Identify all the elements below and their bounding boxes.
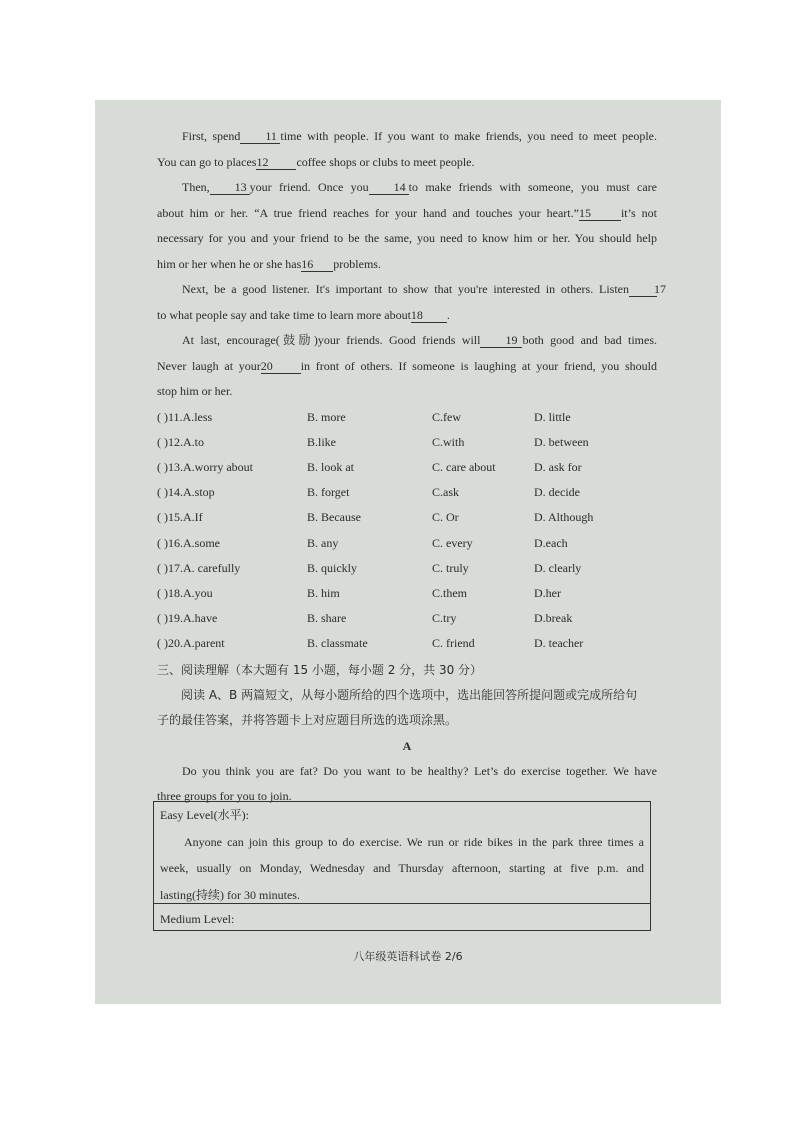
blank-12: 12 bbox=[256, 155, 296, 170]
blank-17: 17 bbox=[629, 282, 657, 297]
option-c: C.try bbox=[432, 611, 457, 626]
question-row bbox=[157, 455, 657, 480]
option-d: D. clearly bbox=[534, 560, 582, 575]
option-c: C.with bbox=[432, 434, 465, 449]
passage-line: At last, encourage(鼓励)your friends. Good friends will 19 both good and bad times. bbox=[182, 333, 657, 347]
option-c: C. care about bbox=[432, 459, 496, 474]
option-d: D. little bbox=[534, 409, 571, 424]
exam-page bbox=[95, 100, 721, 1004]
passage-line: three groups for you to join. bbox=[157, 789, 292, 804]
option-c: C. truly bbox=[432, 560, 469, 575]
option-b: B. forget bbox=[307, 485, 350, 500]
passage-line: necessary for you and your friend to be the same, you need to know him or her. You should help bbox=[157, 231, 657, 245]
instruction-line: 阅读 A、B 两篇短文，从每小题所给的四个选项中，选出能回答所提问题或完成所给句 bbox=[181, 687, 638, 702]
question-stem: ( )11.A.less bbox=[157, 409, 213, 424]
option-b: B. more bbox=[307, 409, 346, 424]
option-d: D. between bbox=[534, 434, 589, 449]
option-d: D.her bbox=[534, 585, 561, 600]
section-title: 三、阅读理解（本大题有 15 小题，每小题 2 分，共 30 分） bbox=[157, 662, 483, 677]
box-heading: Easy Level(水平): bbox=[160, 808, 249, 822]
question-stem: ( )12.A.to bbox=[157, 434, 204, 449]
question-row bbox=[157, 631, 657, 656]
question-row bbox=[157, 556, 657, 581]
question-stem: ( )16.A.some bbox=[157, 535, 220, 550]
passage-line: about him or her. “A true friend reaches for your hand and touches your heart.”15 it’s not bbox=[157, 205, 657, 220]
question-row bbox=[157, 480, 657, 505]
blank-16: 16 bbox=[301, 257, 333, 272]
option-d: D.break bbox=[534, 611, 573, 626]
option-d: D. teacher bbox=[534, 636, 584, 651]
option-b: B. any bbox=[307, 535, 339, 550]
blank-14: 14 bbox=[369, 180, 409, 195]
question-row bbox=[157, 430, 657, 455]
question-row bbox=[157, 505, 657, 530]
box-line: Anyone can join this group to do exercise. We run or ride bikes in the park three times a bbox=[184, 834, 644, 849]
option-b: B. classmate bbox=[307, 636, 368, 651]
question-row bbox=[157, 606, 657, 631]
box-divider bbox=[154, 903, 650, 904]
passage-line: First, spend 11 time with people. If you want to make friends, you need to meet people. bbox=[182, 129, 657, 143]
option-c: C. every bbox=[432, 535, 473, 550]
option-c: C.them bbox=[432, 585, 467, 600]
passage-line: Next, be a good listener. It's important to show that you're interested in others. Listen 17 bbox=[182, 282, 666, 296]
blank-13: 13 bbox=[210, 180, 250, 195]
option-c: C.few bbox=[432, 409, 461, 424]
option-b: B. him bbox=[307, 585, 340, 600]
option-d: D. decide bbox=[534, 485, 580, 500]
option-d: D. ask for bbox=[534, 459, 582, 474]
passage-line: Then, 13 your friend. Once you 14 to make friends with someone, you must care bbox=[182, 180, 657, 194]
exercise-groups-box bbox=[153, 801, 651, 930]
option-c: C. friend bbox=[432, 636, 475, 651]
option-b: B. quickly bbox=[307, 560, 357, 575]
box-divider bbox=[153, 930, 651, 931]
question-stem: ( )15.A.If bbox=[157, 510, 203, 525]
question-stem: ( )17.A. carefully bbox=[157, 560, 241, 575]
question-stem: ( )20.A.parent bbox=[157, 636, 225, 651]
question-stem: ( )19.A.have bbox=[157, 611, 218, 626]
passage-line: him or her when he or she has16 problems. bbox=[157, 256, 381, 271]
box-line: lasting(持续) for 30 minutes. bbox=[160, 887, 300, 902]
question-stem: ( )14.A.stop bbox=[157, 485, 215, 500]
question-row bbox=[157, 581, 657, 606]
option-c: C.ask bbox=[432, 485, 459, 500]
blank-19: 19 bbox=[480, 333, 522, 348]
option-b: B.like bbox=[307, 434, 336, 449]
passage-line: to what people say and take time to learn more about18 . bbox=[157, 307, 450, 322]
question-row bbox=[157, 405, 657, 430]
blank-20: 20 bbox=[261, 359, 301, 374]
box-heading: Medium Level: bbox=[160, 912, 235, 926]
option-b: B. Because bbox=[307, 510, 361, 525]
blank-15: 15 bbox=[579, 206, 621, 221]
question-stem: ( )13.A.worry about bbox=[157, 459, 253, 474]
passage-line: Never laugh at your20 in front of others. If someone is laughing at your friend, you should bbox=[157, 358, 657, 373]
option-b: B. look at bbox=[307, 459, 354, 474]
option-d: D.each bbox=[534, 535, 568, 550]
question-row bbox=[157, 531, 657, 556]
blank-11: 11 bbox=[240, 129, 280, 144]
blank-18: 18 bbox=[411, 308, 447, 323]
cloze-passage bbox=[157, 100, 666, 810]
page-footer: 八年级英语科试卷 2/6 bbox=[353, 950, 463, 963]
option-c: C. Or bbox=[432, 510, 459, 525]
passage-line: Do you think you are fat? Do you want to be healthy? Let’s do exercise together. We have bbox=[182, 763, 657, 778]
passage-line: stop him or her. bbox=[157, 384, 233, 398]
passage-label: A bbox=[402, 738, 412, 753]
option-d: D. Although bbox=[534, 510, 594, 525]
passage-line: You can go to places12 coffee shops or clubs to meet people. bbox=[157, 154, 475, 169]
question-list bbox=[157, 405, 657, 657]
box-line: week, usually on Monday, Wednesday and Thursday afternoon, starting at five p.m. and bbox=[160, 861, 644, 875]
option-b: B. share bbox=[307, 611, 347, 626]
question-stem: ( )18.A.you bbox=[157, 585, 213, 600]
instruction-line: 子的最佳答案，并将答题卡上对应题目所选的选项涂黑。 bbox=[157, 712, 458, 727]
